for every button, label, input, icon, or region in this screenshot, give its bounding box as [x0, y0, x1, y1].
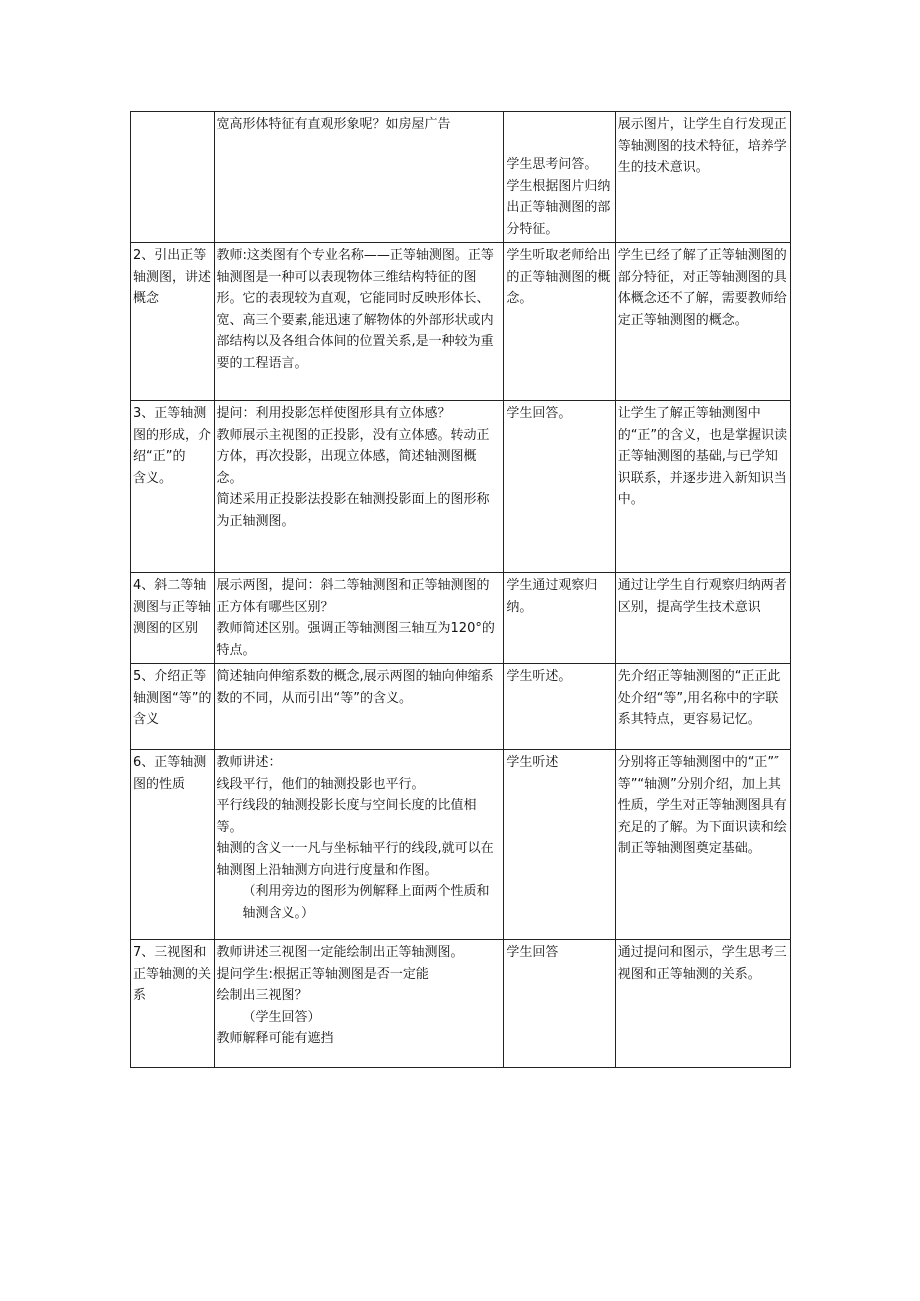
design-intent-cell — [615, 940, 790, 1068]
teacher-text: 教师展示主视图的正投影，没有立体感。转动正方体，再次投影，出现立体感，简述轴测图概念。 — [216, 427, 490, 486]
student-activity-cell — [504, 750, 615, 940]
design-intent-cell — [615, 750, 790, 940]
student-activity-cell — [504, 573, 615, 664]
teacher-activity-cell — [214, 664, 504, 750]
step-text: 5、介绍正等轴测图“等”的 — [133, 669, 212, 706]
design-intent-cell — [615, 664, 790, 750]
table-row — [131, 112, 791, 243]
teacher-activity-cell — [214, 112, 504, 243]
table-row — [131, 401, 791, 573]
teacher-text: 教师简述区别。强调正等轴测图三轴互为120°的特点。 — [216, 621, 495, 658]
intent-text: 展示图片，让学生自行发现正等轴测图的技术特征，培养学生的技术意识。 — [617, 117, 787, 175]
teacher-text: （学生回答） — [242, 1009, 321, 1025]
step-cell — [131, 940, 215, 1068]
table-row — [131, 573, 791, 664]
teacher-text: 线段平行，他们的轴测投影也平行。 — [216, 776, 425, 792]
intent-text: 先介绍正等轴测图的“正正此处介绍“等”,用名称中的字联系其特点，更容易记忆。 — [617, 669, 781, 727]
step-text: 2、引出正等轴测图，讲述概念 — [133, 248, 212, 306]
table-row — [131, 750, 791, 940]
teacher-text: 提问：利用投影怎样使图形具有立体感？ — [216, 406, 451, 421]
design-intent-cell — [615, 573, 790, 664]
step-cell — [131, 750, 215, 940]
step-cell — [131, 243, 215, 401]
step-cell — [131, 664, 215, 750]
student-text: 学生思考问答。 — [506, 157, 598, 172]
intent-text: 分别将正等轴测图中的“正”″等”“轴测”分别介绍，加上其性质，学生对正等轴测图具有充足的了解。为下面识读和绘制正等轴测图奠定基础。 — [617, 755, 787, 856]
intent-text: 让学生了解正等轴测图中的“正”的含义，也是掌握识读正等轴测图的基础,与已学知识联系，并逐步进入新知识当中。 — [617, 406, 788, 507]
student-activity-cell — [504, 664, 615, 750]
teacher-activity-cell — [214, 573, 504, 664]
student-activity-cell — [504, 112, 615, 243]
intent-text: 通过提问和图示，学生思考三视图和正等轴测的关系。 — [617, 945, 787, 982]
step-cell — [131, 573, 215, 664]
teacher-text: 教师:这类图有个专业名称——正等轴测图。正等轴测图是一种可以表现物体三维结构特征的图形。它的表现较为直观，它能同时反映形体长、宽、高三个要素,能迅速了解物体的外部形状或内部结构以及各组合体间的位置关系,是一种较为重要的工程语言。 — [216, 248, 494, 371]
teacher-activity-cell — [214, 401, 504, 573]
teacher-activity-cell — [214, 243, 504, 401]
student-text: 学生根据图片归纳出正等轴测图的部分特征。 — [506, 178, 611, 237]
step-text: 含义 — [133, 712, 160, 727]
teacher-text: （利用旁边的图形为例解释上面两个性质和轴测含义。） — [242, 884, 490, 921]
step-text: 4、斜二等轴测图与正等轴测图的区别 — [133, 578, 212, 636]
lesson-plan-table — [130, 111, 791, 1068]
teacher-activity-cell — [214, 750, 504, 940]
student-text: 学生回答。 — [506, 406, 572, 421]
teacher-text: 轴测的含义一一凡与坐标轴平行的线段,就可以在轴测图上沿轴测方向进行度量和作图。 — [216, 841, 494, 878]
teacher-text: 教师讲述三视图一定能绘制出正等轴测图。 — [216, 945, 464, 960]
step-cell — [131, 401, 215, 573]
step-text: 含义。 — [133, 470, 173, 486]
teacher-text: 教师解释可能有遮挡 — [216, 1031, 334, 1046]
intent-text: 学生已经了解了正等轴测图的部分特征，对正等轴测图的具体概念还不了解，需要教师给定正等轴测图的概念。 — [617, 248, 787, 328]
table-row — [131, 664, 791, 750]
teacher-activity-cell — [214, 940, 504, 1068]
student-activity-cell — [504, 243, 615, 401]
table-row — [131, 940, 791, 1068]
teacher-text: 教师讲述： — [216, 755, 282, 770]
step-text: 3、正等轴测图的形成，介绍“正”的 — [133, 406, 212, 464]
teacher-text: 提问学生:根据正等轴测图是否一定能 — [216, 966, 429, 982]
teacher-text: 展示两图，提问：斜二等轴测图和正等轴测图的正方体有哪些区别？ — [216, 578, 490, 615]
design-intent-cell — [615, 401, 790, 573]
teacher-text: 宽高形体特征有直观形象呢？如房屋广告 — [216, 117, 451, 132]
table-row — [131, 243, 791, 401]
intent-text: 通过让学生自行观察归纳两者区别，提高学生技术意识 — [617, 578, 787, 615]
step-text: 6、正等轴测图的性质 — [133, 755, 207, 792]
student-text: 学生听述。 — [506, 669, 572, 684]
step-cell — [131, 112, 215, 243]
student-text: 学生回答 — [506, 945, 559, 960]
step-text: 7、三视图和正等轴测的关系 — [133, 945, 212, 1003]
design-intent-cell — [615, 112, 790, 243]
teacher-text: 简述轴向伸缩系数的概念,展示两图的轴向伸缩系数的不同，从而引出“等”的含义。 — [216, 669, 494, 706]
teacher-text: 平行线段的轴测投影长度与空间长度的比值相等。 — [216, 798, 477, 835]
teacher-text: 绘制出三视图？ — [216, 988, 308, 1003]
teacher-text: 简述采用正投影法投影在轴测投影面上的图形称为正轴测图。 — [216, 492, 490, 529]
student-text: 学生听述 — [506, 755, 559, 770]
student-text: 学生听取老师给出的正等轴测图的概念。 — [506, 248, 611, 306]
student-activity-cell — [504, 940, 615, 1068]
design-intent-cell — [615, 243, 790, 401]
student-text: 学生通过观察归纳。 — [506, 578, 598, 615]
student-activity-cell — [504, 401, 615, 573]
